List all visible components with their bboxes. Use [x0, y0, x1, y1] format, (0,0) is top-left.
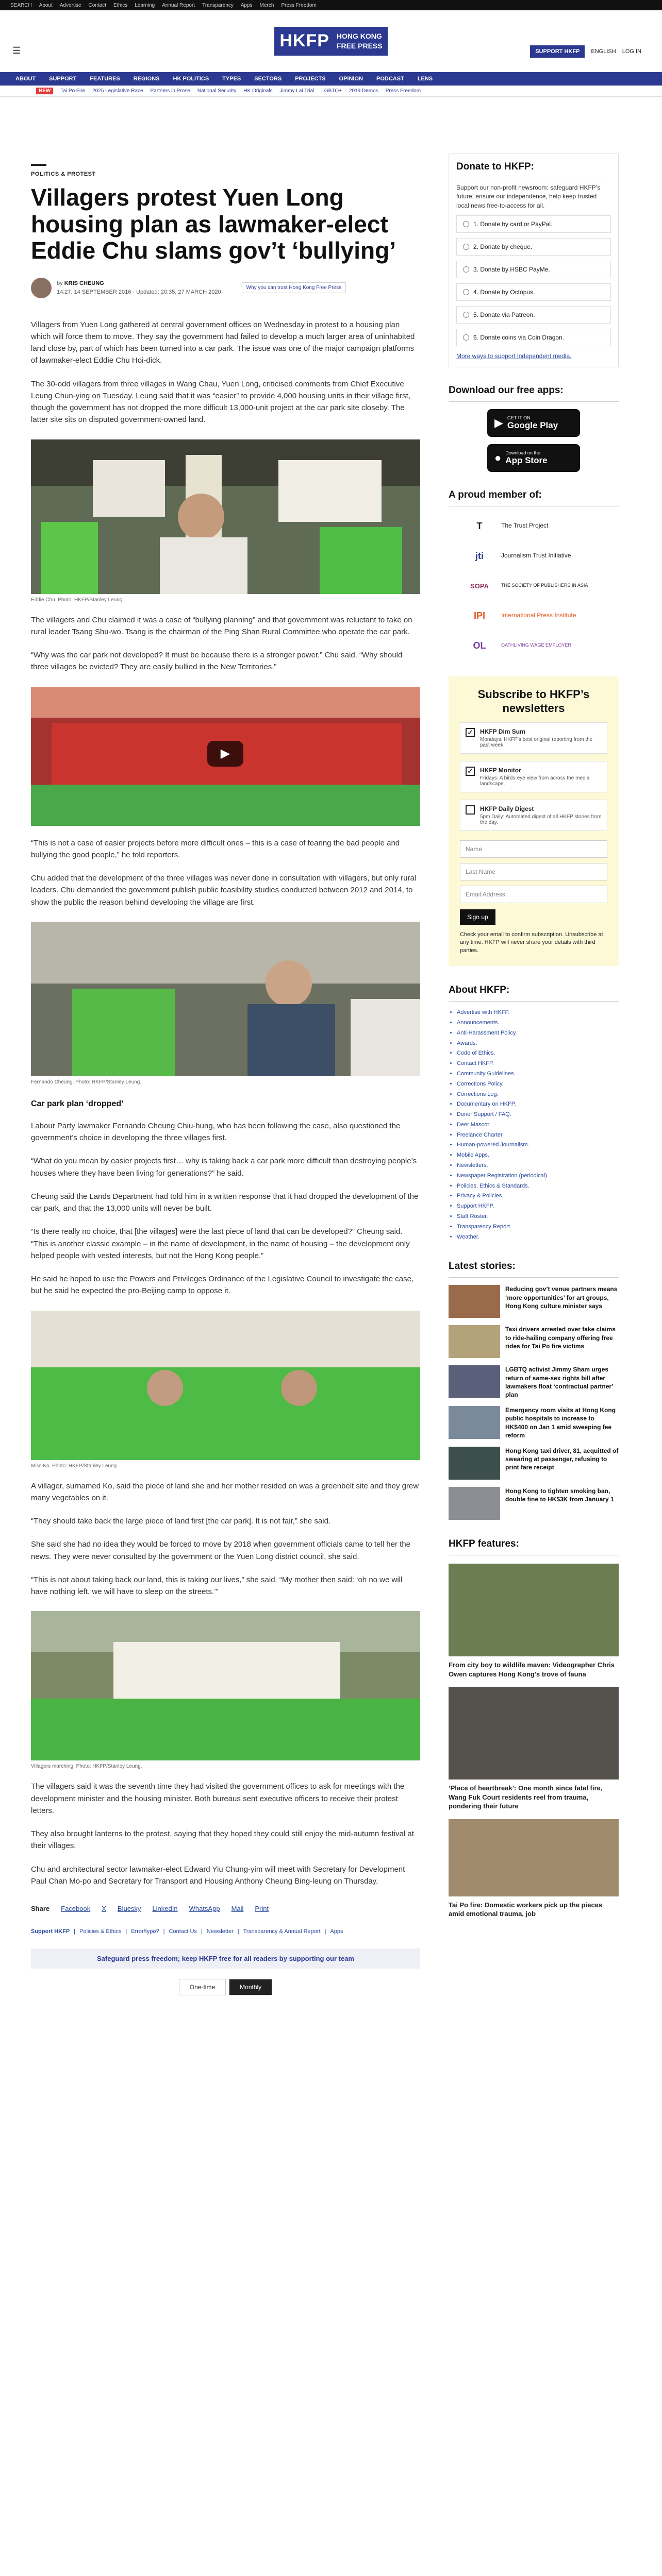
- topbar-press-freedom[interactable]: Press Freedom: [281, 2, 317, 8]
- about-item[interactable]: • Contact HKFP.: [457, 1059, 619, 1069]
- newsletter-name: HKFP Daily Digest: [480, 805, 534, 812]
- trending-press-freedom[interactable]: Press Freedom: [385, 88, 421, 94]
- newsletter-title: Subscribe to HKFP’s newsletters: [477, 688, 590, 715]
- newsletter-desc: 5pm Daily: Automated digest of all HKFP stories from the day.: [480, 814, 602, 825]
- radio-icon: [463, 334, 469, 341]
- trending-lgbtq[interactable]: LGBTQ+: [321, 88, 342, 94]
- donate-option-card[interactable]: [456, 215, 611, 233]
- about-item[interactable]: • Donor Support / FAQ.: [457, 1110, 619, 1120]
- support-banner[interactable]: Safeguard press freedom; keep HKFP free for all readers by supporting our team: [31, 1948, 420, 1969]
- latest-story[interactable]: [449, 1285, 619, 1318]
- frequency-one-time[interactable]: One-time: [179, 1979, 226, 1995]
- member-label: THE SOCIETY OF PUBLISHERS IN ASIA: [501, 583, 588, 588]
- radio-icon: [463, 266, 469, 273]
- nav-lens[interactable]: LENS: [417, 76, 433, 82]
- paragraph-14: She said she had no idea they would be forced to move by 2018 when government officials came to tell her the news. They were never consulted by the government or the Yuen Long district council, she said.: [31, 1540, 411, 1561]
- newsletter-dim-sum[interactable]: [460, 722, 607, 754]
- nav-hk-politics[interactable]: HK POLITICS: [173, 76, 209, 82]
- radio-icon: [463, 244, 469, 250]
- feature-story[interactable]: [449, 1687, 619, 1811]
- newsletter-monitor[interactable]: [460, 761, 607, 792]
- nav-features[interactable]: FEATURES: [90, 76, 120, 82]
- newsletter-note: Check your email to confirm subscription. Unsubscribe at any time. HKFP will never share your details with third parties.: [460, 931, 603, 954]
- google-play-button[interactable]: [487, 409, 580, 437]
- about-item[interactable]: • Policies, Ethics & Standards.: [457, 1181, 619, 1192]
- article-category[interactable]: POLITICS & PROTEST: [31, 164, 46, 177]
- apps-title: Download our free apps:: [449, 385, 619, 402]
- about-item[interactable]: • Awards.: [457, 1039, 619, 1049]
- trending-jimmy-lai-trial[interactable]: Jimmy Lai Trial: [279, 88, 315, 94]
- app-store-small: Download on the: [505, 450, 540, 456]
- byline: [31, 278, 420, 298]
- trending-2019-demos[interactable]: 2019 Demos: [349, 88, 378, 94]
- nav-projects[interactable]: PROJECTS: [295, 76, 326, 82]
- nav-types[interactable]: TYPES: [222, 76, 241, 82]
- member-trust-project[interactable]: [449, 516, 619, 536]
- radio-icon: [463, 289, 469, 295]
- donate-option-label: 6. Donate coins via Coin Dragon.: [473, 334, 565, 342]
- trending-national-security[interactable]: National Security: [197, 88, 237, 94]
- member-living-wage[interactable]: [449, 635, 619, 656]
- email-field[interactable]: Email Address: [460, 886, 607, 903]
- latest-title: Latest stories:: [449, 1261, 619, 1278]
- story-thumbnail: [449, 1285, 500, 1318]
- checkbox-icon[interactable]: ✓: [466, 767, 475, 776]
- topbar-about[interactable]: About: [39, 2, 53, 8]
- paragraph-5: “This is not a case of easier projects before more difficult ones – this is a case of fearing the bad people and bullying the good people,” he told reporters.: [31, 838, 400, 859]
- app-store-big: App Store: [505, 455, 548, 466]
- top-utility-bar: [0, 0, 662, 10]
- paragraph-1: Villagers from Yuen Long gathered at central government offices on Wednesday in protest to a housing plan which will force them to move. They say the government had failed to develop a much larger area of uninhabited land close by, part of which has been turned into a car park. The issue was one of the major campaign platforms of lawmaker-elect Eddie Chu Hoi-dick.: [31, 320, 415, 365]
- about-item[interactable]: • Transparency Report.: [457, 1222, 619, 1232]
- more-ways-link[interactable]: More ways to support independent media.: [456, 352, 572, 360]
- about-item[interactable]: • Community Guidelines.: [457, 1069, 619, 1079]
- about-item[interactable]: • Mobile Apps.: [457, 1150, 619, 1161]
- story-thumbnail: [449, 1406, 500, 1439]
- app-store-button[interactable]: [487, 444, 580, 472]
- about-item[interactable]: • Newsletters.: [457, 1161, 619, 1171]
- story-headline: Taxi drivers arrested over fake claims to ride-hailing company offering free rides for Tai Po fire victims: [505, 1326, 616, 1350]
- story-headline: Emergency room visits at Hong Kong public hospitals to increase to HK$400 on Jan 1 amid sweeping fee reform: [505, 1406, 616, 1439]
- latest-story[interactable]: [449, 1447, 619, 1480]
- donate-option-payme[interactable]: [456, 261, 611, 278]
- about-item[interactable]: • Newspaper Registration (periodical).: [457, 1171, 619, 1181]
- features-widget: [449, 1538, 619, 1919]
- footer-contact[interactable]: Contact Us: [169, 1928, 197, 1935]
- google-play-icon: ▶: [494, 416, 503, 430]
- topbar-ethics[interactable]: Ethics: [113, 2, 128, 8]
- photo-villagers-marching-image: [31, 1611, 420, 1760]
- login-link[interactable]: LOG IN: [622, 48, 641, 55]
- footer-apps[interactable]: Apps: [330, 1928, 343, 1935]
- donate-option-label: 3. Donate by HSBC PayMe.: [473, 266, 550, 274]
- trust-project-logo: T: [476, 520, 483, 531]
- members-title: A proud member of:: [449, 489, 619, 506]
- footer-error[interactable]: Error/typo?: [131, 1928, 159, 1935]
- frequency-monthly[interactable]: Monthly: [229, 1979, 272, 1995]
- topbar-learning[interactable]: Learning: [135, 2, 155, 8]
- checkbox-icon[interactable]: [466, 805, 475, 815]
- nav-sectors[interactable]: SECTORS: [254, 76, 282, 82]
- menu-icon[interactable]: ☰: [12, 45, 21, 56]
- google-play-big: Google Play: [507, 420, 558, 431]
- subheading-car-park: Car park plan ‘dropped’: [31, 1099, 124, 1108]
- photo-villagers-marching: [31, 1611, 420, 1760]
- paragraph-17: They also brought lanterns to the protest, saying that they hoped they could still enjoy the mid-autumn festival at their villages.: [31, 1829, 414, 1851]
- last-name-field[interactable]: Last Name: [460, 863, 607, 880]
- trending-tai-po-fire[interactable]: Tai Po Fire: [60, 88, 86, 94]
- topbar-merch[interactable]: Merch: [259, 2, 274, 8]
- author-avatar: [31, 278, 52, 298]
- feature-story[interactable]: [449, 1819, 619, 1919]
- paragraph-9: Cheung said the Lands Department had told him in a written response that it had dropped the development of the car park, and that the 13,000 units will never be built.: [31, 1192, 419, 1213]
- photo-miss-ko-image: [31, 1311, 420, 1460]
- support-hkfp-button[interactable]: SUPPORT HKFP: [530, 45, 585, 58]
- latest-story[interactable]: [449, 1365, 619, 1399]
- donate-option-coins[interactable]: [456, 329, 611, 346]
- donate-option-patreon[interactable]: [456, 306, 611, 324]
- header-actions: [530, 45, 641, 58]
- living-wage-logo: OL: [473, 640, 486, 651]
- donate-widget: [449, 154, 619, 367]
- newsletter-form: [460, 840, 607, 955]
- feature-thumbnail: [449, 1564, 619, 1656]
- trending-partners-in-prose[interactable]: Partners in Prose: [150, 88, 190, 94]
- site-header: [0, 10, 662, 72]
- caption-4: Villagers marching. Photo: HKFP/Stanley Leung.: [31, 1764, 142, 1770]
- about-item[interactable]: • Advertise with HKFP.: [457, 1008, 619, 1018]
- donate-title: Donate to HKFP:: [456, 161, 611, 178]
- paragraph-15: “This is not about taking back our land, this is taking our lives,” she said. “My mother then said: ‘oh no we will have nothing left, we will have to sleep on the streets.’”: [31, 1575, 403, 1597]
- about-item[interactable]: • Documentary on HKFP.: [457, 1099, 619, 1110]
- checkbox-icon[interactable]: ✓: [466, 728, 475, 737]
- signup-button[interactable]: Sign up: [460, 909, 495, 925]
- donate-option-cheque[interactable]: [456, 238, 611, 256]
- member-ipi[interactable]: [449, 605, 619, 626]
- trending-hk-originals[interactable]: HK Originals: [243, 88, 273, 94]
- jti-logo: jti: [475, 550, 484, 561]
- member-label: OATHLIVING WAGE EMPLOYER: [501, 642, 572, 648]
- member-jti[interactable]: [449, 546, 619, 566]
- feature-headline: From city boy to wildlife maven: Videographer Chris Owen captures Hong Kong’s trove of fauna: [449, 1660, 615, 1678]
- play-icon[interactable]: ▶: [207, 741, 243, 767]
- newsletter-name: HKFP Dim Sum: [480, 727, 525, 735]
- logo-line-1: HONG KONG: [336, 32, 382, 41]
- story-thumbnail: [449, 1365, 500, 1398]
- about-item[interactable]: • Freelance Charter.: [457, 1130, 619, 1141]
- about-item[interactable]: • Privacy & Policies.: [457, 1191, 619, 1201]
- photo-fernando-cheung-image: [31, 922, 420, 1076]
- share-bar: [31, 1905, 420, 1912]
- feature-headline: ‘Place of heartbreak’: One month since fatal fire, Wang Fuk Court residents reel from trauma, pondering their future: [449, 1784, 603, 1810]
- latest-story[interactable]: [449, 1406, 619, 1439]
- donate-option-label: 2. Donate by cheque.: [473, 243, 533, 251]
- story-headline: Hong Kong taxi driver, 81, acquitted of swearing at passenger, refusing to print fare receipt: [505, 1447, 619, 1471]
- article-title: Villagers protest Yuen Long housing plan as lawmaker-elect Eddie Chu slams gov’t ‘bullying’: [31, 184, 396, 264]
- feature-thumbnail: [449, 1819, 619, 1896]
- feature-headline: Tai Po fire: Domestic workers pick up the pieces amid emotional trauma, job: [449, 1901, 603, 1918]
- caption-1: Eddie Chu. Photo: HKFP/Stanley Leung.: [31, 597, 124, 603]
- photo-eddie-chu: [31, 439, 420, 594]
- latest-story[interactable]: [449, 1325, 619, 1358]
- member-label: The Trust Project: [501, 522, 549, 530]
- share-whatsapp[interactable]: WhatsApp: [189, 1905, 220, 1913]
- photo-fernando-cheung: [31, 922, 420, 1076]
- donate-option-label: 1. Donate by card or PayPal.: [473, 221, 553, 228]
- about-item[interactable]: • Anti-Harassment Policy.: [457, 1028, 619, 1039]
- nav-regions[interactable]: REGIONS: [133, 76, 160, 82]
- paragraph-8: “What do you mean by easier projects first… why is taking back a car park more difficult than destroying people’s houses where they have been living for generations?” he said.: [31, 1157, 417, 1178]
- about-list: [449, 1008, 619, 1242]
- paragraph-12: A villager, surnamed Ko, said the piece of land she and her mother resided on was a greenbelt site and they grew many vegetables on it.: [31, 1481, 419, 1502]
- donate-intro: Support our non-profit newsroom: safeguard HKFP’s future, ensure our independence, help keep trusted local news free-to-access for all.: [456, 184, 601, 209]
- newsletter-desc: Fridays: A birds-eye view from across the media landscape.: [480, 775, 590, 787]
- story-headline: Reducing gov’t venue partners means ‘more opportunities’ for art groups, Hong Kong culture minister says: [505, 1285, 618, 1310]
- footer-policies[interactable]: Policies & Ethics: [79, 1928, 122, 1935]
- paragraph-3: The villagers and Chu claimed it was a case of “bullying planning” and that government was reluctant to take on rural leader Tsang Shu-wo. Tsang is the chairman of the Ping Shan Rural Committee who operate the car park.: [31, 615, 412, 636]
- trending-bar: [0, 86, 662, 97]
- footer-transparency[interactable]: Transparency & Annual Report: [243, 1928, 321, 1935]
- logo-line-2: FREE PRESS: [336, 41, 383, 50]
- latest-story[interactable]: [449, 1487, 619, 1520]
- story-thumbnail: [449, 1487, 500, 1520]
- topbar-transparency[interactable]: Transparency: [202, 2, 234, 8]
- paragraph-7: Labour Party lawmaker Fernando Cheung Chiu-hung, who has been following the case, also questioned the government’s choice in developing the three villages first.: [31, 1121, 401, 1143]
- feature-story[interactable]: [449, 1564, 619, 1679]
- author-prefix: by: [57, 280, 63, 287]
- story-thumbnail: [449, 1325, 500, 1358]
- members-widget: [449, 489, 619, 656]
- name-field[interactable]: Name: [460, 840, 607, 858]
- footer-support[interactable]: Support HKFP: [31, 1928, 70, 1935]
- about-item[interactable]: • Weather.: [457, 1232, 619, 1243]
- footer-newsletter[interactable]: Newsletter: [206, 1928, 234, 1935]
- share-x[interactable]: X: [102, 1905, 106, 1913]
- member-label: Journalism Trust Initiative: [501, 552, 571, 560]
- trust-badge-link[interactable]: Why you can trust Hong Kong Free Press: [242, 282, 346, 293]
- radio-icon: [463, 312, 469, 318]
- about-item[interactable]: • Announcements.: [457, 1018, 619, 1028]
- sopa-logo: SOPA: [470, 582, 489, 590]
- apple-icon: ●: [494, 451, 502, 465]
- topbar-search[interactable]: SEARCH: [10, 2, 32, 8]
- about-item[interactable]: • Support HKFP.: [457, 1201, 619, 1212]
- site-logo[interactable]: [274, 27, 387, 56]
- radio-icon: [463, 221, 469, 227]
- share-linkedin[interactable]: LinkedIn: [152, 1905, 178, 1913]
- paragraph-2: The 30-odd villagers from three villages in Wang Chau, Yuen Long, criticised comments from Chief Executive Leung Chun-ying on Tuesday. Leung said that it was “easier” to provide 4,000 housing units in their village first, though the government has not dropped the more difficult 13,000-unit project at the car park site closeby. The latter site sits on disputed government-owned land.: [31, 379, 410, 425]
- topbar-contact[interactable]: Contact: [88, 2, 106, 8]
- donation-frequency: [31, 1979, 420, 1995]
- dateline: 14:27, 14 SEPTEMBER 2016 · Updated: 20:35, 27 MARCH 2020: [57, 289, 221, 295]
- share-facebook[interactable]: Facebook: [61, 1905, 91, 1913]
- newsletter-desc: Mondays: HKFP’s best original reporting from the past week.: [480, 736, 593, 748]
- feature-thumbnail: [449, 1687, 619, 1780]
- main-nav: [0, 72, 662, 86]
- newsletter-daily-digest[interactable]: [460, 800, 607, 831]
- paragraph-11: He said he hoped to use the Powers and Privileges Ordinance of the Legislative Council to investigate the case, but he said he expected the pro-Beijing camp to oppose it.: [31, 1275, 414, 1296]
- article: [31, 97, 420, 1995]
- author-name[interactable]: KRIS CHEUNG: [64, 280, 104, 287]
- topbar-apps[interactable]: Apps: [240, 2, 253, 8]
- about-item[interactable]: • Deer Mascot.: [457, 1120, 619, 1130]
- story-thumbnail: [449, 1447, 500, 1480]
- topbar-advertise[interactable]: Advertise: [59, 2, 81, 8]
- about-item[interactable]: • Corrections Policy.: [457, 1079, 619, 1090]
- paragraph-16: The villagers said it was the seventh time they had visited the government offices to ask for meetings with the development minister and the housing minister. Both bureaus sent executive officers to receive their protest letters.: [31, 1782, 405, 1815]
- logo-mark: HKFP: [274, 27, 335, 56]
- google-play-small: GET IT ON: [507, 415, 531, 421]
- story-headline: LGBTQ activist Jimmy Sham urges return of same-sex rights bill after lawmakers float ‘contractual partner’ plan: [505, 1366, 614, 1399]
- topbar-annual-report[interactable]: Annual Report: [162, 2, 195, 8]
- trending-legislative-race[interactable]: 2025 Legislative Race: [92, 88, 143, 94]
- video-embed[interactable]: [31, 687, 420, 826]
- caption-2: Fernando Cheung. Photo: HKFP/Stanley Leung.: [31, 1079, 142, 1085]
- nav-support[interactable]: SUPPORT: [49, 76, 77, 82]
- latest-widget: [449, 1261, 619, 1520]
- paragraph-4: “Why was the car park not developed? It must be because there is a stronger power,” Chu said. “Why should three villages be evicted? They are easily bullied in the New Territories.”: [31, 651, 403, 672]
- donate-option-octopus[interactable]: [456, 283, 611, 301]
- about-item[interactable]: • Human-powered Journalism.: [457, 1140, 619, 1150]
- about-item[interactable]: • Corrections Log.: [457, 1090, 619, 1100]
- donate-option-label: 4. Donate by Octopus.: [473, 289, 535, 296]
- story-headline: Hong Kong to tighten smoking ban, double fine to HK$3K from January 1: [505, 1487, 614, 1503]
- share-print[interactable]: Print: [255, 1905, 269, 1913]
- caption-3: Miss Ko. Photo: HKFP/Stanley Leung.: [31, 1463, 118, 1469]
- photo-miss-ko: [31, 1311, 420, 1460]
- nav-opinion[interactable]: OPINION: [339, 76, 363, 82]
- features-title: HKFP features:: [449, 1538, 619, 1555]
- about-item[interactable]: • Code of Ethics.: [457, 1048, 619, 1059]
- photo-eddie-chu-image: [31, 439, 420, 594]
- newsletter-name: HKFP Monitor: [480, 766, 521, 774]
- about-item[interactable]: • Staff Roster.: [457, 1212, 619, 1222]
- article-footer-links: Support HKFP | Policies & Ethics | Error/typo? | Contact Us | Newsletter | Transparency & Annual Report | Apps: [31, 1923, 420, 1940]
- about-widget: [449, 985, 619, 1242]
- sidebar: [449, 97, 619, 1919]
- member-sopa[interactable]: [449, 575, 619, 596]
- nav-about[interactable]: ABOUT: [15, 76, 36, 82]
- apps-widget: [449, 385, 619, 472]
- donate-option-label: 5. Donate via Patreon.: [473, 311, 535, 319]
- share-bluesky[interactable]: Bluesky: [117, 1905, 141, 1913]
- new-badge: NEW: [36, 88, 53, 94]
- nav-podcast[interactable]: PODCAST: [376, 76, 404, 82]
- language-switch[interactable]: ENGLISH: [591, 48, 616, 55]
- share-mail[interactable]: Mail: [231, 1905, 244, 1913]
- paragraph-18: Chu and architectural sector lawmaker-elect Edward Yiu Chung-yim will meet with Secretary for Development Paul Chan Mo-po and Secretary for Transport and Housing Anthony Cheung Bing-leung on Thursday.: [31, 1865, 405, 1886]
- about-title: About HKFP:: [449, 985, 619, 1002]
- share-label: Share: [31, 1905, 50, 1913]
- logo-text: [335, 27, 388, 56]
- paragraph-6: Chu added that the development of the three villages was never done in consultation with villagers, but only rural leaders. Chu demanded the government publish public feasibility studies conducted between 2012 and 2014, to show the public the reason behind developing the village are first.: [31, 874, 417, 907]
- newsletter-widget: [449, 676, 619, 966]
- byline-text: [57, 279, 221, 296]
- member-label: International Press Institute: [501, 612, 576, 619]
- paragraph-13: “They should take back the large piece of land first [the car park]. It is not fair,” she said.: [31, 1517, 331, 1526]
- paragraph-10: “Is there really no choice, that [the villages] were the last piece of land that can be developed?” Cheung said. “This is another classic example – in the name of development, in the name of housing – the development only helped people with vested interests, but not the Hong Kong people.”: [31, 1227, 410, 1260]
- ipi-logo: IPI: [473, 610, 485, 621]
